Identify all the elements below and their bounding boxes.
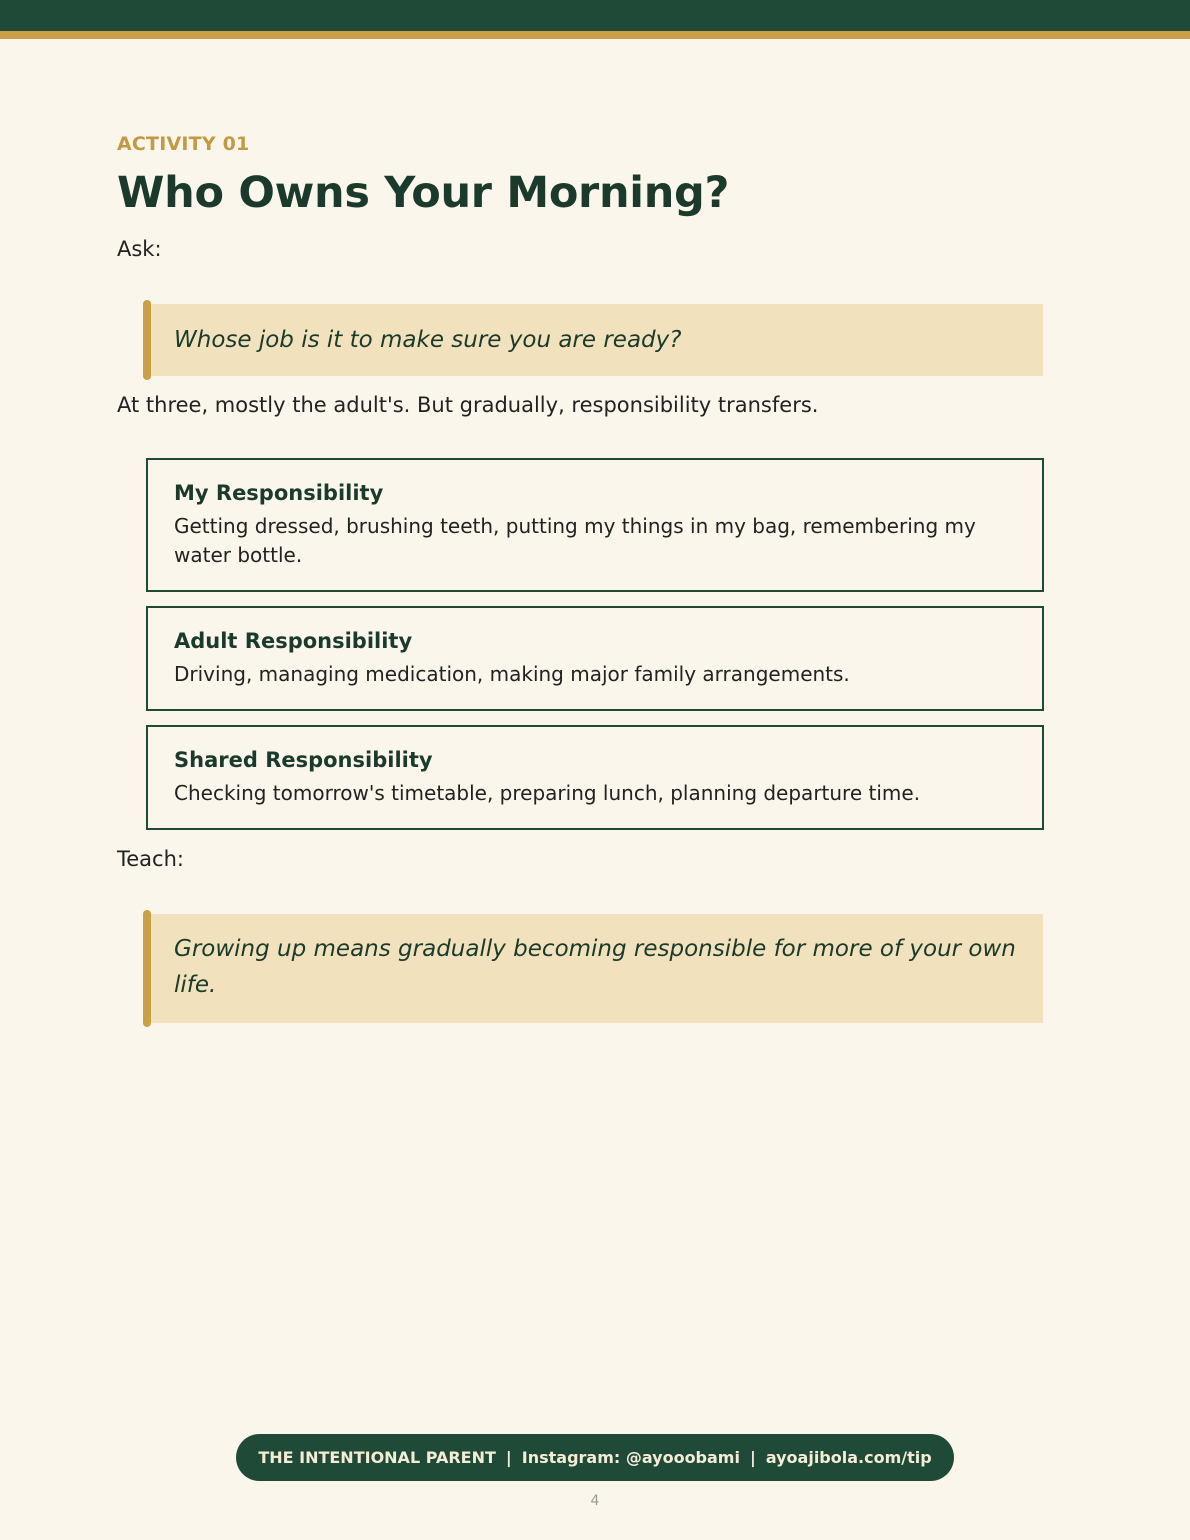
teach-quote-callout [143, 914, 1043, 1023]
footer-brand: THE INTENTIONAL PARENT [258, 1448, 496, 1467]
footer-instagram: Instagram: @ayooobami [521, 1448, 740, 1467]
card-body: Checking tomorrow's timetable, preparing lunch, planning departure time. [174, 781, 921, 805]
card-title: Adult Responsibility [174, 629, 413, 653]
header-band [0, 0, 1190, 31]
ask-label: Ask: [117, 237, 162, 261]
activity-section [117, 130, 1043, 1023]
card-shared-responsibility [146, 725, 1044, 830]
footer-separator: | [505, 1448, 512, 1467]
ask-quote-text: Whose job is it to make sure you are ready? [174, 327, 682, 353]
teach-label: Teach: [117, 847, 184, 871]
card-my-responsibility [146, 458, 1044, 592]
teach-quote-text: Growing up means gradually becoming responsible for more of your own life. [174, 936, 1016, 998]
header-accent-stripe [0, 31, 1190, 39]
card-title: Shared Responsibility [174, 748, 433, 772]
card-title: My Responsibility [174, 481, 384, 505]
footer-separator: | [749, 1448, 756, 1467]
ask-quote-callout [143, 304, 1043, 376]
responsibility-cards [146, 458, 1043, 830]
intro-text: At three, mostly the adult's. But gradually, responsibility transfers. [117, 393, 819, 417]
card-body: Getting dressed, brushing teeth, putting my things in my bag, remembering my water bottle. [174, 514, 976, 567]
page-title: Who Owns Your Morning? [117, 168, 730, 218]
footer-bar [236, 1434, 954, 1481]
page-number: 4 [590, 1493, 600, 1509]
footer-website: ayoajibola.com/tip [765, 1448, 932, 1467]
card-adult-responsibility [146, 606, 1044, 711]
card-body: Driving, managing medication, making major family arrangements. [174, 662, 850, 686]
activity-eyebrow: ACTIVITY 01 [117, 133, 250, 155]
